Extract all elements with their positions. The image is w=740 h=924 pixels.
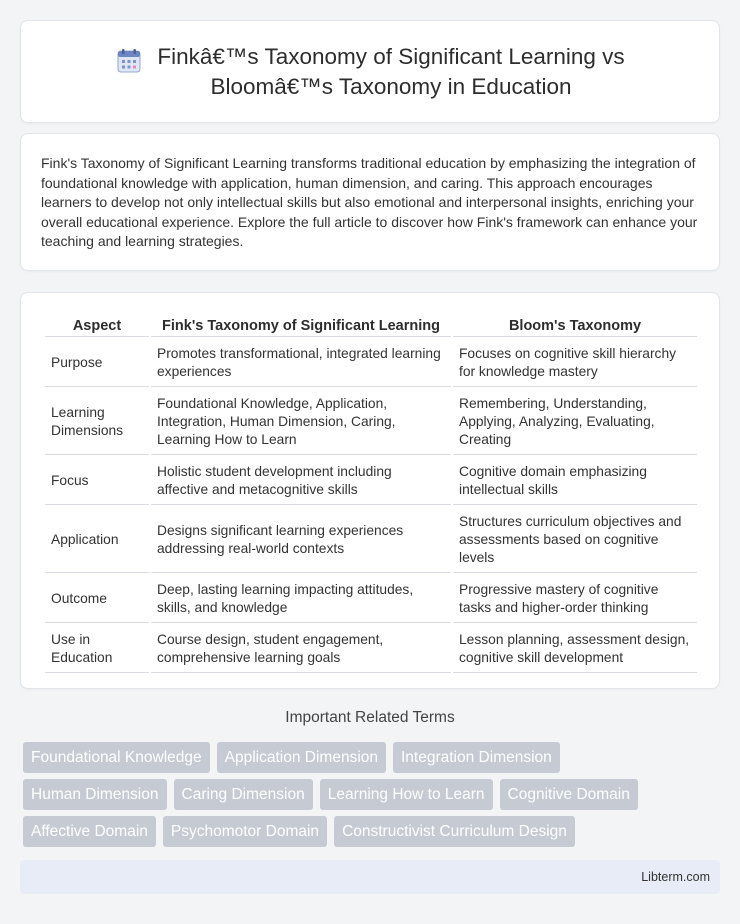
row-bloom: Lesson planning, assessment design, cognitive skill development (453, 625, 697, 673)
term-row (23, 779, 723, 810)
row-fink: Promotes transformational, integrated learning experiences (151, 339, 451, 387)
comparison-table (43, 313, 699, 675)
page-title (157, 42, 624, 102)
term-tag[interactable]: Psychomotor Domain (163, 816, 327, 847)
row-aspect: Use in Education (45, 625, 149, 673)
calendar-icon (115, 47, 143, 75)
term-tag[interactable]: Affective Domain (23, 816, 156, 847)
title-wrap (70, 42, 670, 102)
header-fink: Fink's Taxonomy of Significant Learning (151, 315, 451, 337)
row-aspect: Focus (45, 457, 149, 505)
related-terms (23, 742, 723, 853)
term-tag[interactable]: Caring Dimension (174, 779, 313, 810)
table-row (45, 575, 697, 623)
row-fink: Course design, student engagement, comprehensive learning goals (151, 625, 451, 673)
related-terms-title: Important Related Terms (285, 709, 455, 726)
row-aspect: Application (45, 507, 149, 573)
intro-card (20, 133, 720, 271)
row-fink: Designs significant learning experiences addressing real-world contexts (151, 507, 451, 573)
row-bloom: Structures curriculum objectives and assessments based on cognitive levels (453, 507, 697, 573)
term-row (23, 742, 723, 773)
row-fink: Deep, lasting learning impacting attitudes, skills, and knowledge (151, 575, 451, 623)
footer (20, 860, 720, 894)
term-tag[interactable]: Learning How to Learn (320, 779, 493, 810)
term-row (23, 816, 723, 847)
row-fink: Foundational Knowledge, Application, Integration, Human Dimension, Caring, Learning How to Learn (151, 389, 451, 455)
row-aspect: Learning Dimensions (45, 389, 149, 455)
row-aspect: Purpose (45, 339, 149, 387)
row-aspect: Outcome (45, 575, 149, 623)
term-tag[interactable]: Integration Dimension (393, 742, 560, 773)
table-row (45, 457, 697, 505)
row-bloom: Focuses on cognitive skill hierarchy for knowledge mastery (453, 339, 697, 387)
table-row (45, 389, 697, 455)
table-row (45, 507, 697, 573)
header-aspect: Aspect (45, 315, 149, 337)
term-tag[interactable]: Cognitive Domain (500, 779, 638, 810)
row-bloom: Remembering, Understanding, Applying, Analyzing, Evaluating, Creating (453, 389, 697, 455)
term-tag[interactable]: Constructivist Curriculum Design (334, 816, 575, 847)
intro-paragraph: Fink's Taxonomy of Significant Learning transforms traditional education by emphasizing the integration of foundational knowledge with application, human dimension, and caring. This approach encourages learners to develop not only intellectual skills but also emotional and interpersonal insights, enriching your overall educational experience. Explore the full article to discover how Fink's framework can enhance your teaching and learning strategies. (41, 155, 698, 250)
table-row (45, 339, 697, 387)
row-bloom: Cognitive domain emphasizing intellectual skills (453, 457, 697, 505)
comparison-card (20, 292, 720, 689)
title-card (20, 20, 720, 123)
page-title-line-1: Finkâ€™s Taxonomy of Significant Learning vs (157, 43, 625, 69)
header-bloom: Bloom's Taxonomy (453, 315, 697, 337)
table-row (45, 625, 697, 673)
table-header-row (45, 315, 697, 337)
row-fink: Holistic student development including affective and metacognitive skills (151, 457, 451, 505)
term-tag[interactable]: Foundational Knowledge (23, 742, 210, 773)
term-tag[interactable]: Human Dimension (23, 779, 167, 810)
row-bloom: Progressive mastery of cognitive tasks and higher-order thinking (453, 575, 697, 623)
term-tag[interactable]: Application Dimension (217, 742, 386, 773)
footer-site-link[interactable]: Libterm.com (641, 870, 710, 884)
page-title-line-2: Bloomâ€™s Taxonomy in Education (210, 73, 572, 99)
